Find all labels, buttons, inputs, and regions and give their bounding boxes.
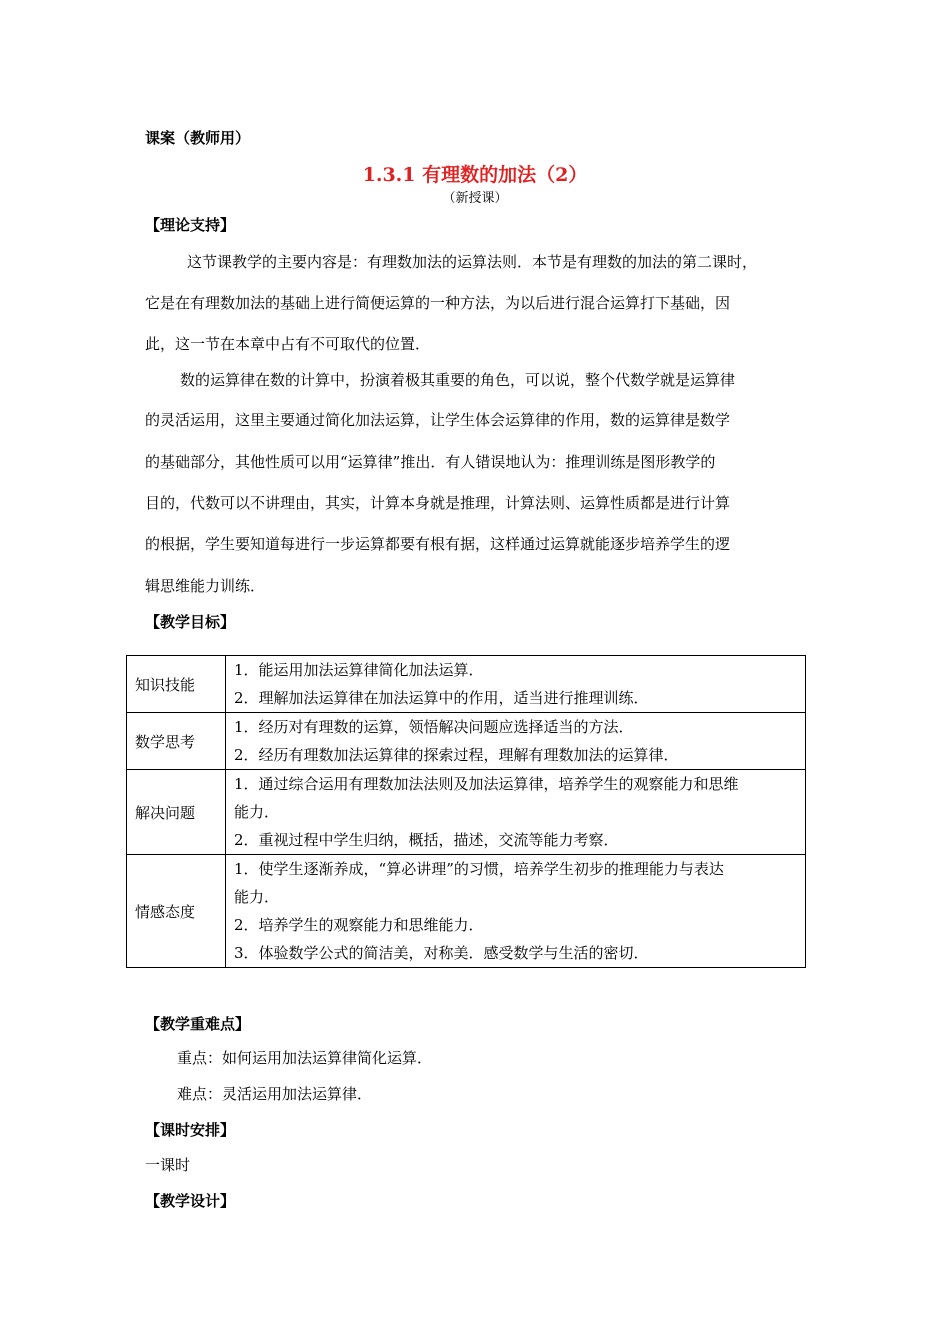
goal-item: 能力． bbox=[234, 803, 280, 821]
theory-line: 这节课教学的主要内容是：有理数加法的运算法则．本节是有理数的加法的第二课时， bbox=[187, 253, 758, 271]
goals-heading: 【教学目标】 bbox=[145, 613, 236, 631]
difficult-point: 难点：灵活运用加法运算律． bbox=[177, 1085, 373, 1103]
key-point: 重点：如何运用加法运算律简化运算． bbox=[177, 1049, 433, 1067]
goals-items bbox=[226, 656, 806, 713]
theory-line: 它是在有理数加法的基础上进行简便运算的一种方法，为以后进行混合运算打下基础，因 bbox=[145, 294, 731, 312]
theory-line: 此，这一节在本章中占有不可取代的位置． bbox=[145, 335, 431, 353]
schedule-heading: 【课时安排】 bbox=[145, 1121, 236, 1139]
theory-line: 的灵活运用，这里主要通过简化加法运算，让学生体会运算律的作用，数的运算律是数学 bbox=[145, 411, 731, 429]
goal-item: 1．使学生逐渐养成，“算必讲理”的习惯，培养学生初步的推理能力与表达 bbox=[234, 860, 724, 878]
design-heading: 【教学设计】 bbox=[145, 1192, 236, 1210]
theory-line: 辑思维能力训练． bbox=[145, 577, 266, 595]
goal-item: 2．重视过程中学生归纳，概括，描述，交流等能力考察． bbox=[234, 831, 619, 849]
goals-items bbox=[226, 770, 806, 855]
goal-item: 1．经历对有理数的运算，领悟解决问题应选择适当的方法． bbox=[234, 718, 634, 736]
goal-item: 2．培养学生的观察能力和思维能力． bbox=[234, 916, 484, 934]
goal-item: 2．经历有理数加法运算律的探索过程，理解有理数加法的运算律． bbox=[234, 746, 679, 764]
goal-item: 1．通过综合运用有理数加法法则及加法运算律，培养学生的观察能力和思维 bbox=[234, 775, 739, 793]
goal-item: 3．体验数学公式的简洁美，对称美．感受数学与生活的密切． bbox=[234, 944, 649, 962]
goals-label: 知识技能 bbox=[127, 656, 226, 713]
goals-items bbox=[226, 713, 806, 770]
theory-heading: 【理论支持】 bbox=[145, 216, 236, 234]
goals-row bbox=[127, 855, 806, 968]
goal-item: 2．理解加法运算律在加法运算中的作用，适当进行推理训练． bbox=[234, 689, 649, 707]
goals-label: 情感态度 bbox=[127, 855, 226, 968]
goals-row bbox=[127, 713, 806, 770]
goals-items bbox=[226, 855, 806, 968]
theory-line: 数的运算律在数的计算中，扮演着极其重要的角色，可以说，整个代数学就是运算律 bbox=[180, 371, 736, 389]
theory-line: 的基础部分，其他性质可以用“运算律”推出．有人错误地认为：推理训练是图形教学的 bbox=[145, 453, 716, 471]
goal-item: 能力． bbox=[234, 888, 280, 906]
lesson-type: （新授课） bbox=[442, 191, 508, 206]
goals-row bbox=[127, 656, 806, 713]
goals-label: 解决问题 bbox=[127, 770, 226, 855]
document-header: 课案（教师用） bbox=[145, 129, 251, 147]
goals-label: 数学思考 bbox=[127, 713, 226, 770]
theory-line: 的根据，学生要知道每进行一步运算都要有根有据，这样通过运算就能逐步培养学生的逻 bbox=[145, 535, 731, 553]
keypoints-heading: 【教学重难点】 bbox=[145, 1015, 251, 1033]
theory-line: 目的，代数可以不讲理由，其实，计算本身就是推理，计算法则、运算性质都是进行计算 bbox=[145, 494, 731, 512]
schedule-text: 一课时 bbox=[145, 1156, 191, 1174]
goals-table bbox=[126, 655, 806, 968]
lesson-title: 1.3.1 有理数的加法（2） bbox=[362, 164, 588, 186]
goal-item: 1．能运用加法运算律简化加法运算． bbox=[234, 661, 484, 679]
goals-row bbox=[127, 770, 806, 855]
